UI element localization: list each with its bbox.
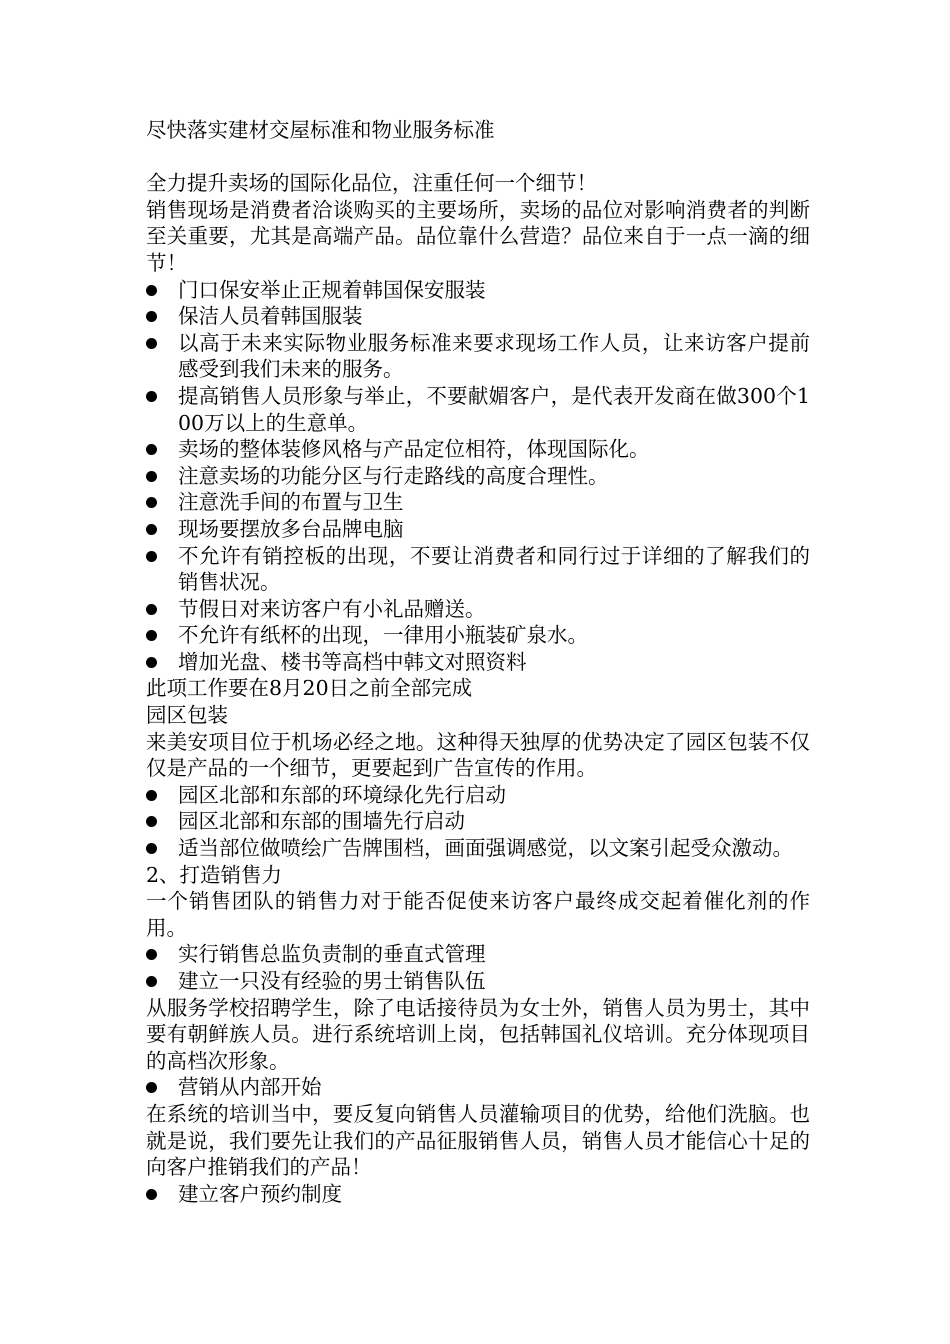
bullet-icon xyxy=(146,497,157,508)
list-item-text: 适当部位做喷绘广告牌围档，画面强调感觉，以文案引起受众激动。 xyxy=(178,836,793,861)
park-bullet-list xyxy=(146,782,810,862)
bullet-icon xyxy=(146,949,157,960)
list-item-text: 门口保安举止正规着韩国保安服装 xyxy=(178,277,486,302)
list-item-text: 增加光盘、楼书等高档中韩文对照资料 xyxy=(178,649,527,674)
list-item-text: 不允许有销控板的出现，不要让消费者和同行过于详细的了解我们的销售状况。 xyxy=(178,543,810,595)
section-heading-sales-force: 2、打造销售力 xyxy=(146,862,283,887)
section-intro-sales-force: 一个销售团队的销售力对于能否促使来访客户最终成交起着催化剂的作用。 xyxy=(146,889,810,940)
list-item xyxy=(146,330,810,383)
list-item-text: 现场要摆放多台品牌电脑 xyxy=(178,516,404,541)
list-item-text: 注意卖场的功能分区与行走路线的高度合理性。 xyxy=(178,463,609,488)
sales-bullet-list-c xyxy=(146,1181,810,1208)
bullet-icon xyxy=(146,1189,157,1200)
bullet-icon xyxy=(146,444,157,455)
list-item xyxy=(146,622,810,649)
list-item-text: 建立一只没有经验的男士销售队伍 xyxy=(178,969,486,993)
list-item xyxy=(146,303,810,330)
bullet-icon xyxy=(146,630,157,641)
list-item-text: 节假日对来访客户有小礼品赠送。 xyxy=(178,596,486,621)
list-item xyxy=(146,941,810,968)
list-item xyxy=(146,383,810,436)
section-intro-showroom: 销售现场是消费者洽谈购买的主要场所，卖场的品位对影响消费者的判断至关重要，尤其是高端产品。品位靠什么营造？品位来自于一点一滴的细节！ xyxy=(146,197,810,275)
list-item-text: 保洁人员着韩国服装 xyxy=(178,304,363,329)
list-item xyxy=(146,516,810,543)
list-item-text: 园区北部和东部的围墙先行启动 xyxy=(178,809,465,834)
list-item-text: 注意洗手间的布置与卫生 xyxy=(178,490,404,515)
list-item-text: 建立客户预约制度 xyxy=(178,1181,342,1206)
list-item-text: 以高于未来实际物业服务标准来要求现场工作人员，让来访客户提前感受到我们未来的服务。 xyxy=(178,330,810,382)
section-intro-park-packaging: 来美安项目位于机场必经之地。这种得天独厚的优势决定了园区包装不仅仅是产品的一个细节，更要起到广告宣传的作用。 xyxy=(146,729,810,781)
bullet-icon xyxy=(146,604,157,615)
bullet-icon xyxy=(146,1082,157,1093)
list-item-text: 实行销售总监负责制的垂直式管理 xyxy=(178,942,486,967)
list-item-text: 不允许有纸杯的出现，一律用小瓶装矿泉水。 xyxy=(178,623,588,648)
list-item xyxy=(146,808,810,835)
list-item-text: 卖场的整体装修风格与产品定位相符，体现国际化。 xyxy=(178,437,650,462)
sales-bullet-list-b xyxy=(146,1074,810,1101)
list-item xyxy=(146,1181,810,1208)
bullet-icon xyxy=(146,311,157,322)
document-title: 尽快落实建材交屋标准和物业服务标准 xyxy=(146,118,495,142)
bullet-icon xyxy=(146,816,157,827)
bullet-icon xyxy=(146,524,157,535)
list-item xyxy=(146,968,810,995)
list-item xyxy=(146,277,810,304)
bullet-icon xyxy=(146,551,157,562)
list-item-text: 园区北部和东部的环境绿化先行启动 xyxy=(178,782,506,807)
list-item-text: 营销从内部开始 xyxy=(178,1075,322,1100)
list-item xyxy=(146,649,810,676)
bullet-icon xyxy=(146,391,157,402)
list-item xyxy=(146,1074,810,1101)
list-item-text: 提高销售人员形象与举止，不要献媚客户，是代表开发商在做300个100万以上的生意单。 xyxy=(178,383,810,435)
list-item xyxy=(146,489,810,516)
section-heading-park-packaging: 园区包装 xyxy=(146,703,228,728)
list-item xyxy=(146,463,810,490)
bullet-icon xyxy=(146,338,157,349)
bullet-icon xyxy=(146,657,157,668)
bullet-icon xyxy=(146,976,157,987)
bullet-icon xyxy=(146,790,157,801)
training-paragraph: 在系统的培训当中，要反复向销售人员灌输项目的优势，给他们洗脑。也就是说，我们要先让我们的产品征服销售人员，销售人员才能信心十足的向客户推销我们的产品！ xyxy=(146,1101,810,1180)
deadline-note: 此项工作要在8月20日之前全部完成 xyxy=(146,676,473,701)
showroom-bullet-list xyxy=(146,277,810,676)
section-heading-showroom: 全力提升卖场的国际化品位，注重任何一个细节！ xyxy=(146,171,597,196)
bullet-icon xyxy=(146,285,157,296)
list-item xyxy=(146,543,810,596)
list-item xyxy=(146,596,810,623)
bullet-icon xyxy=(146,843,157,854)
document-page xyxy=(146,117,810,1207)
list-item xyxy=(146,782,810,809)
list-item xyxy=(146,835,810,862)
bullet-icon xyxy=(146,471,157,482)
list-item xyxy=(146,436,810,463)
sales-bullet-list-a xyxy=(146,941,810,994)
recruitment-paragraph: 从服务学校招聘学生，除了电话接待员为女士外，销售人员为男士，其中要有朝鲜族人员。进行系统培训上岗，包括韩国礼仪培训。充分体现项目的高档次形象。 xyxy=(146,995,810,1073)
